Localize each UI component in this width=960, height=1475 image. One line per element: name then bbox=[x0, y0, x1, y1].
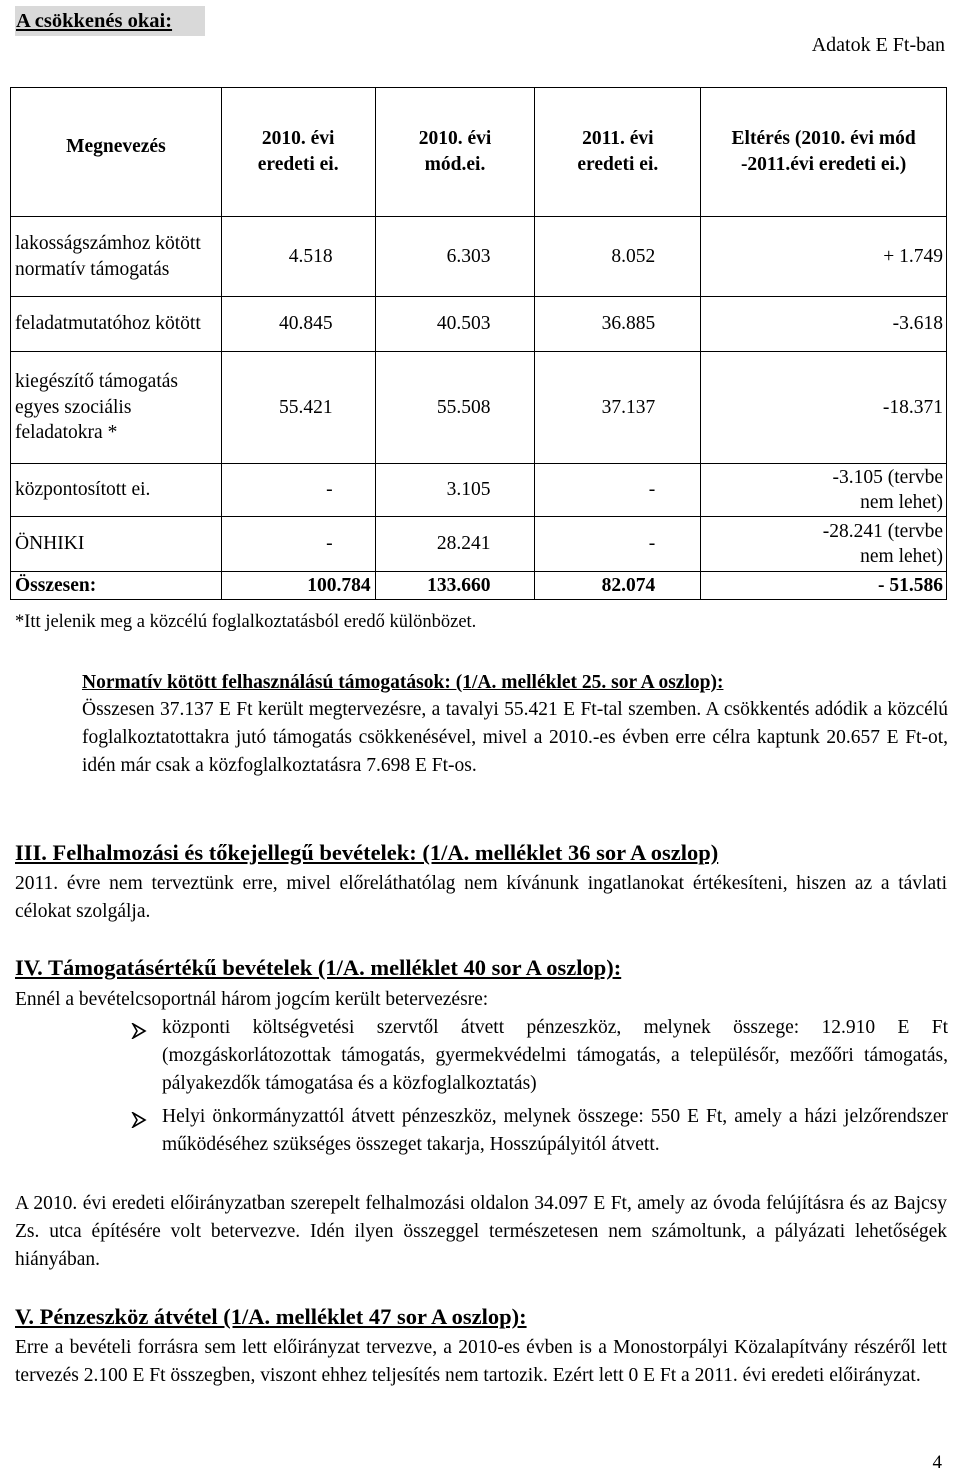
unit-label: Adatok E Ft-ban bbox=[811, 34, 945, 56]
cell-value: + 1.749 bbox=[701, 217, 947, 297]
cell-value: - bbox=[221, 464, 375, 517]
cell-value: 82.074 bbox=[535, 572, 701, 600]
section5-title: V. Pénzeszköz átvétel (1/A. melléklet 47 sor A oszlop): bbox=[15, 1304, 527, 1329]
arrow-bullet-icon bbox=[131, 1023, 147, 1045]
cell-value: 55.421 bbox=[221, 352, 375, 464]
section-heading-box bbox=[15, 6, 205, 36]
section4-bullet: központi költségvetési szervtől átvett pénzeszköz, melynek összege: 12.910 E Ft (mozgáskorlátozottak támogatás, gyermekvédelmi támogatás, a településőr, mezőőri támogatás, pályakezdők támogatása és a közfoglalkoztatás) bbox=[162, 1017, 948, 1094]
section5-text: Erre a bevételi forrásra sem lett előirányzat tervezve, a 2010-es évben is a Monostorpályi Közalapítvány részéről lett tervezés 2.100 E Ft összegben, viszont ehhez teljesítés nem tartozik. Ezért lett 0 E Ft a 2011. évi eredeti előirányzat. bbox=[15, 1337, 947, 1386]
cell-value: - bbox=[535, 464, 701, 517]
row-label: Összesen: bbox=[11, 572, 222, 600]
cell-value: 3.105 bbox=[375, 464, 535, 517]
cell-value: 6.303 bbox=[375, 217, 535, 297]
section4-bullet: Helyi önkormányzattól átvett pénzeszköz, melynek összege: 550 E Ft, amely a házi jelzőrendszer működéséhez szükséges összeget takarja, Hosszúpályitól átvett. bbox=[162, 1106, 948, 1155]
arrow-bullet-icon bbox=[131, 1112, 147, 1134]
normativ-text: Összesen 37.137 E Ft került megtervezésre, a tavalyi 55.421 E Ft-tal szemben. A csökkentés adódik a közcélú foglalkoztatottakra jutó támogatás csökkenésével, mivel a 2010.-es évben erre célra kaptunk 20.657 E Ft-ot, idén már csak a közfoglalkoztatásra 7.698 E Ft-os. bbox=[82, 699, 948, 776]
table-row bbox=[11, 217, 947, 297]
cell-value: -3.105 (tervbe nem lehet) bbox=[701, 464, 947, 517]
cell-value: -28.241 (tervbe nem lehet) bbox=[701, 517, 947, 572]
row-label: központosított ei. bbox=[11, 464, 222, 517]
table-row bbox=[11, 517, 947, 572]
cell-value: -3.618 bbox=[701, 297, 947, 352]
cell-value: 36.885 bbox=[535, 297, 701, 352]
data-table bbox=[10, 87, 947, 600]
table-row bbox=[11, 352, 947, 464]
cell-value: 40.503 bbox=[375, 297, 535, 352]
cell-value: 28.241 bbox=[375, 517, 535, 572]
header-cell: Megnevezés bbox=[11, 88, 222, 217]
section4-title: IV. Támogatásértékű bevételek (1/A. melléklet 40 sor A oszlop): bbox=[15, 955, 622, 980]
header-cell: 2011. évi eredeti ei. bbox=[535, 88, 701, 217]
table-row bbox=[11, 464, 947, 517]
header-cell: 2010. évi mód.ei. bbox=[375, 88, 535, 217]
cell-value: 40.845 bbox=[221, 297, 375, 352]
section4-closing: A 2010. évi eredeti előirányzatban szerepelt felhalmozási oldalon 34.097 E Ft, amely az óvoda felújításra és az Bajcsy Zs. utca építésére volt betervezve. Idén ilyen összeggel természetesen nem számoltunk, a pályázati lehetőségek hiányában. bbox=[15, 1193, 947, 1270]
row-label: feladatmutatóhoz kötött bbox=[11, 297, 222, 352]
table-row bbox=[11, 297, 947, 352]
cell-value: - bbox=[535, 517, 701, 572]
table-footnote: *Itt jelenik meg a közcélú foglalkoztatásból eredő különbözet. bbox=[15, 612, 477, 632]
normativ-title: Normatív kötött felhasználású támogatások: (1/A. melléklet 25. sor A oszlop): bbox=[82, 672, 724, 693]
section4-intro: Ennél a bevételcsoportnál három jogcím került betervezésre: bbox=[15, 989, 489, 1010]
header-cell: Eltérés (2010. évi mód -2011.évi eredeti ei.) bbox=[701, 88, 947, 217]
cell-value: 133.660 bbox=[375, 572, 535, 600]
cell-value: -18.371 bbox=[701, 352, 947, 464]
row-label: lakosságszámhoz kötött normatív támogatás bbox=[11, 217, 222, 297]
table-total-row bbox=[11, 572, 947, 600]
cell-value: 4.518 bbox=[221, 217, 375, 297]
cell-value: 100.784 bbox=[221, 572, 375, 600]
section3-text: 2011. évre nem terveztünk erre, mivel előreláthatólag nem kívánunk ingatlanokat értékesíteni, hiszen az a távlati célokat szolgálja. bbox=[15, 873, 947, 922]
cell-value: 55.508 bbox=[375, 352, 535, 464]
row-label: kiegészítő támogatás egyes szociális feladatokra * bbox=[11, 352, 222, 464]
cell-value: - 51.586 bbox=[701, 572, 947, 600]
cell-value: 37.137 bbox=[535, 352, 701, 464]
row-label: ÖNHIKI bbox=[11, 517, 222, 572]
header-cell: 2010. évi eredeti ei. bbox=[221, 88, 375, 217]
section-heading: A csökkenés okai: bbox=[16, 10, 173, 32]
page-number: 4 bbox=[932, 1452, 942, 1473]
section3-title: III. Felhalmozási és tőkejellegű bevételek: (1/A. melléklet 36 sor A oszlop) bbox=[15, 840, 719, 865]
table-header-row bbox=[11, 88, 947, 217]
cell-value: - bbox=[221, 517, 375, 572]
cell-value: 8.052 bbox=[535, 217, 701, 297]
